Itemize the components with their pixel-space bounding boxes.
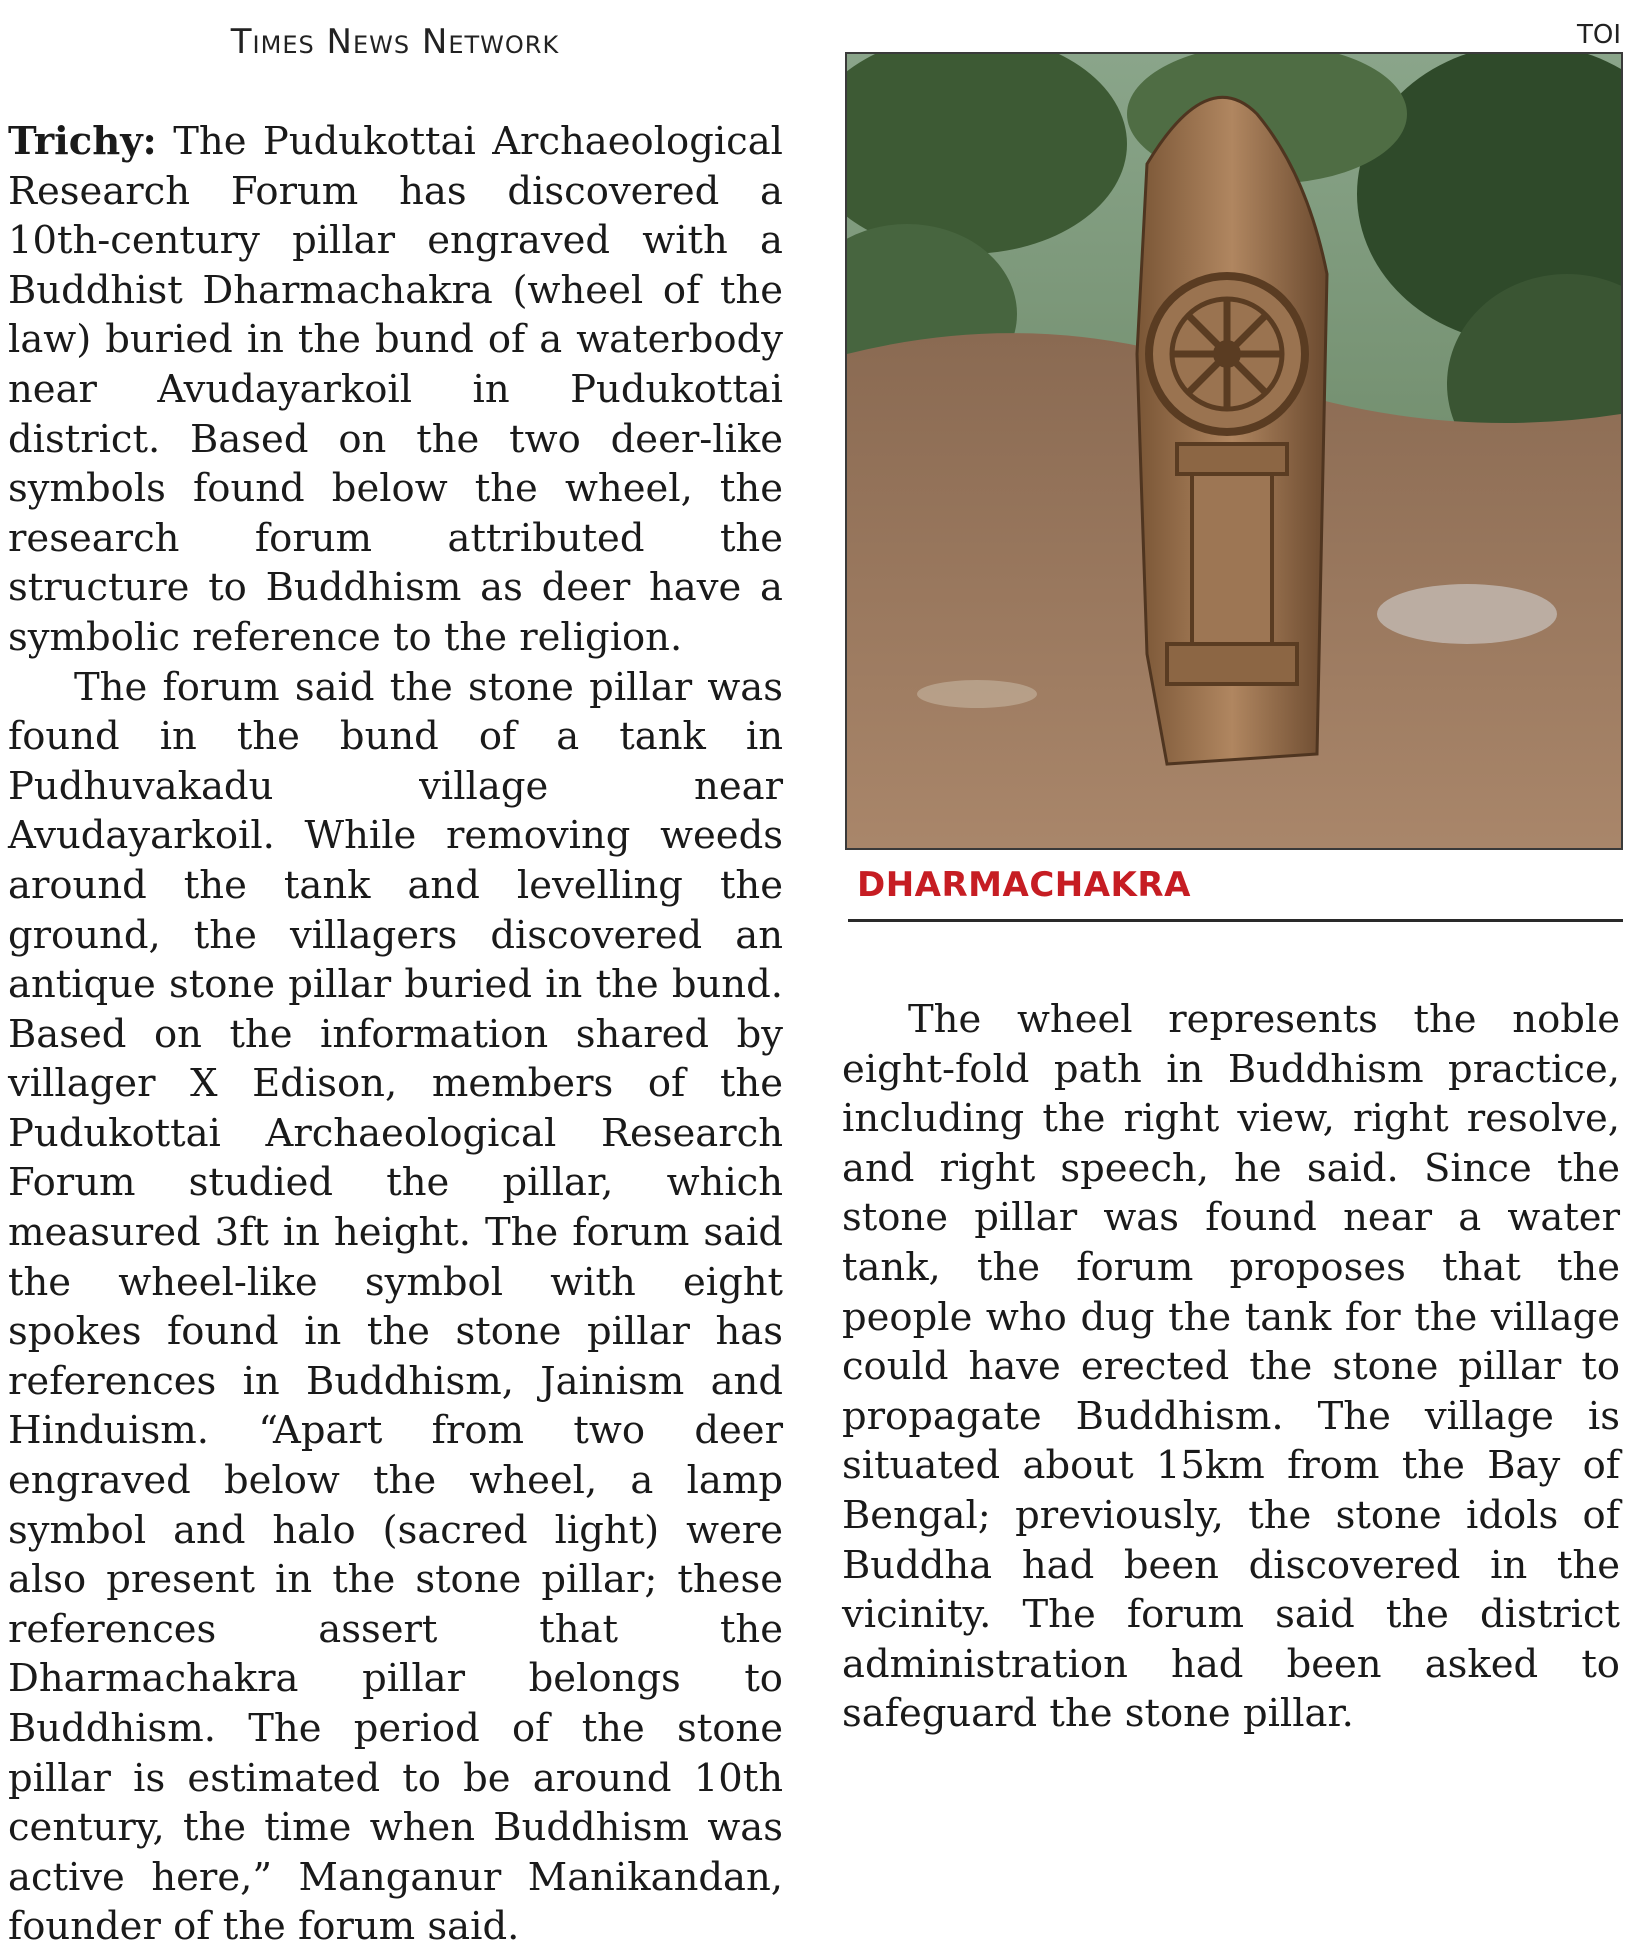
paragraph-1-text: The Pudukottai Archaeological Research Forum has discovered a 10th-century pillar engraved with a Buddhist Dharmachakra (wheel of the law) buried in the bund of a waterbody near Avudayarkoil in Pudukottai district. Based on the two deer-like symbols found below the wheel, the research forum attributed the structure to Buddhism as deer have a symbolic reference to the religion. bbox=[8, 119, 783, 660]
article-paragraph-3 bbox=[842, 995, 1620, 1739]
article-paragraph-2 bbox=[8, 663, 783, 1952]
dateline: Trichy: bbox=[8, 119, 157, 164]
article-paragraph-1 bbox=[8, 117, 783, 663]
photo-credit: TOI bbox=[1576, 20, 1621, 50]
pillar-photo bbox=[845, 52, 1623, 850]
byline: Times News Network bbox=[230, 22, 560, 62]
article-column-2 bbox=[842, 995, 1620, 1739]
paragraph-3-text: The wheel represents the noble eight-fold path in Buddhism practice, including the right view, right resolve, and right speech, he said. Since the stone pillar was found near a water tank, the forum proposes that the people who dug the tank for the village could have erected the stone pillar to propagate Buddhism. The village is situated about 15km from the Bay of Bengal; previously, the stone idols of Buddha had been discovered in the vicinity. The forum said the district administration had been asked to safeguard the stone pillar. bbox=[842, 997, 1620, 1737]
photo-caption: DHARMACHAKRA bbox=[857, 865, 1191, 905]
article-column-1 bbox=[8, 117, 783, 1952]
caption-rule bbox=[848, 919, 1623, 922]
paragraph-2-text: The forum said the stone pillar was found in the bund of a tank in Pudhuvakadu village near Avudayarkoil. While removing weeds around the tank and levelling the ground, the villagers discovered an antique stone pillar buried in the bund. Based on the information shared by villager X Edison, members of the Pudukottai Archaeological Research Forum studied the pillar, which measured 3ft in height. The forum said the wheel-like symbol with eight spokes found in the stone pillar has references in Buddhism, Jainism and Hinduism. “Apart from two deer engraved below the wheel, a lamp symbol and halo (sacred light) were also present in the stone pillar; these references assert that the Dharmachakra pillar belongs to Buddhism. The period of the stone pillar is estimated to be around 10th century, the time when Buddhism was active here,” Manganur Manikandan, founder of the forum said. bbox=[8, 664, 783, 1950]
